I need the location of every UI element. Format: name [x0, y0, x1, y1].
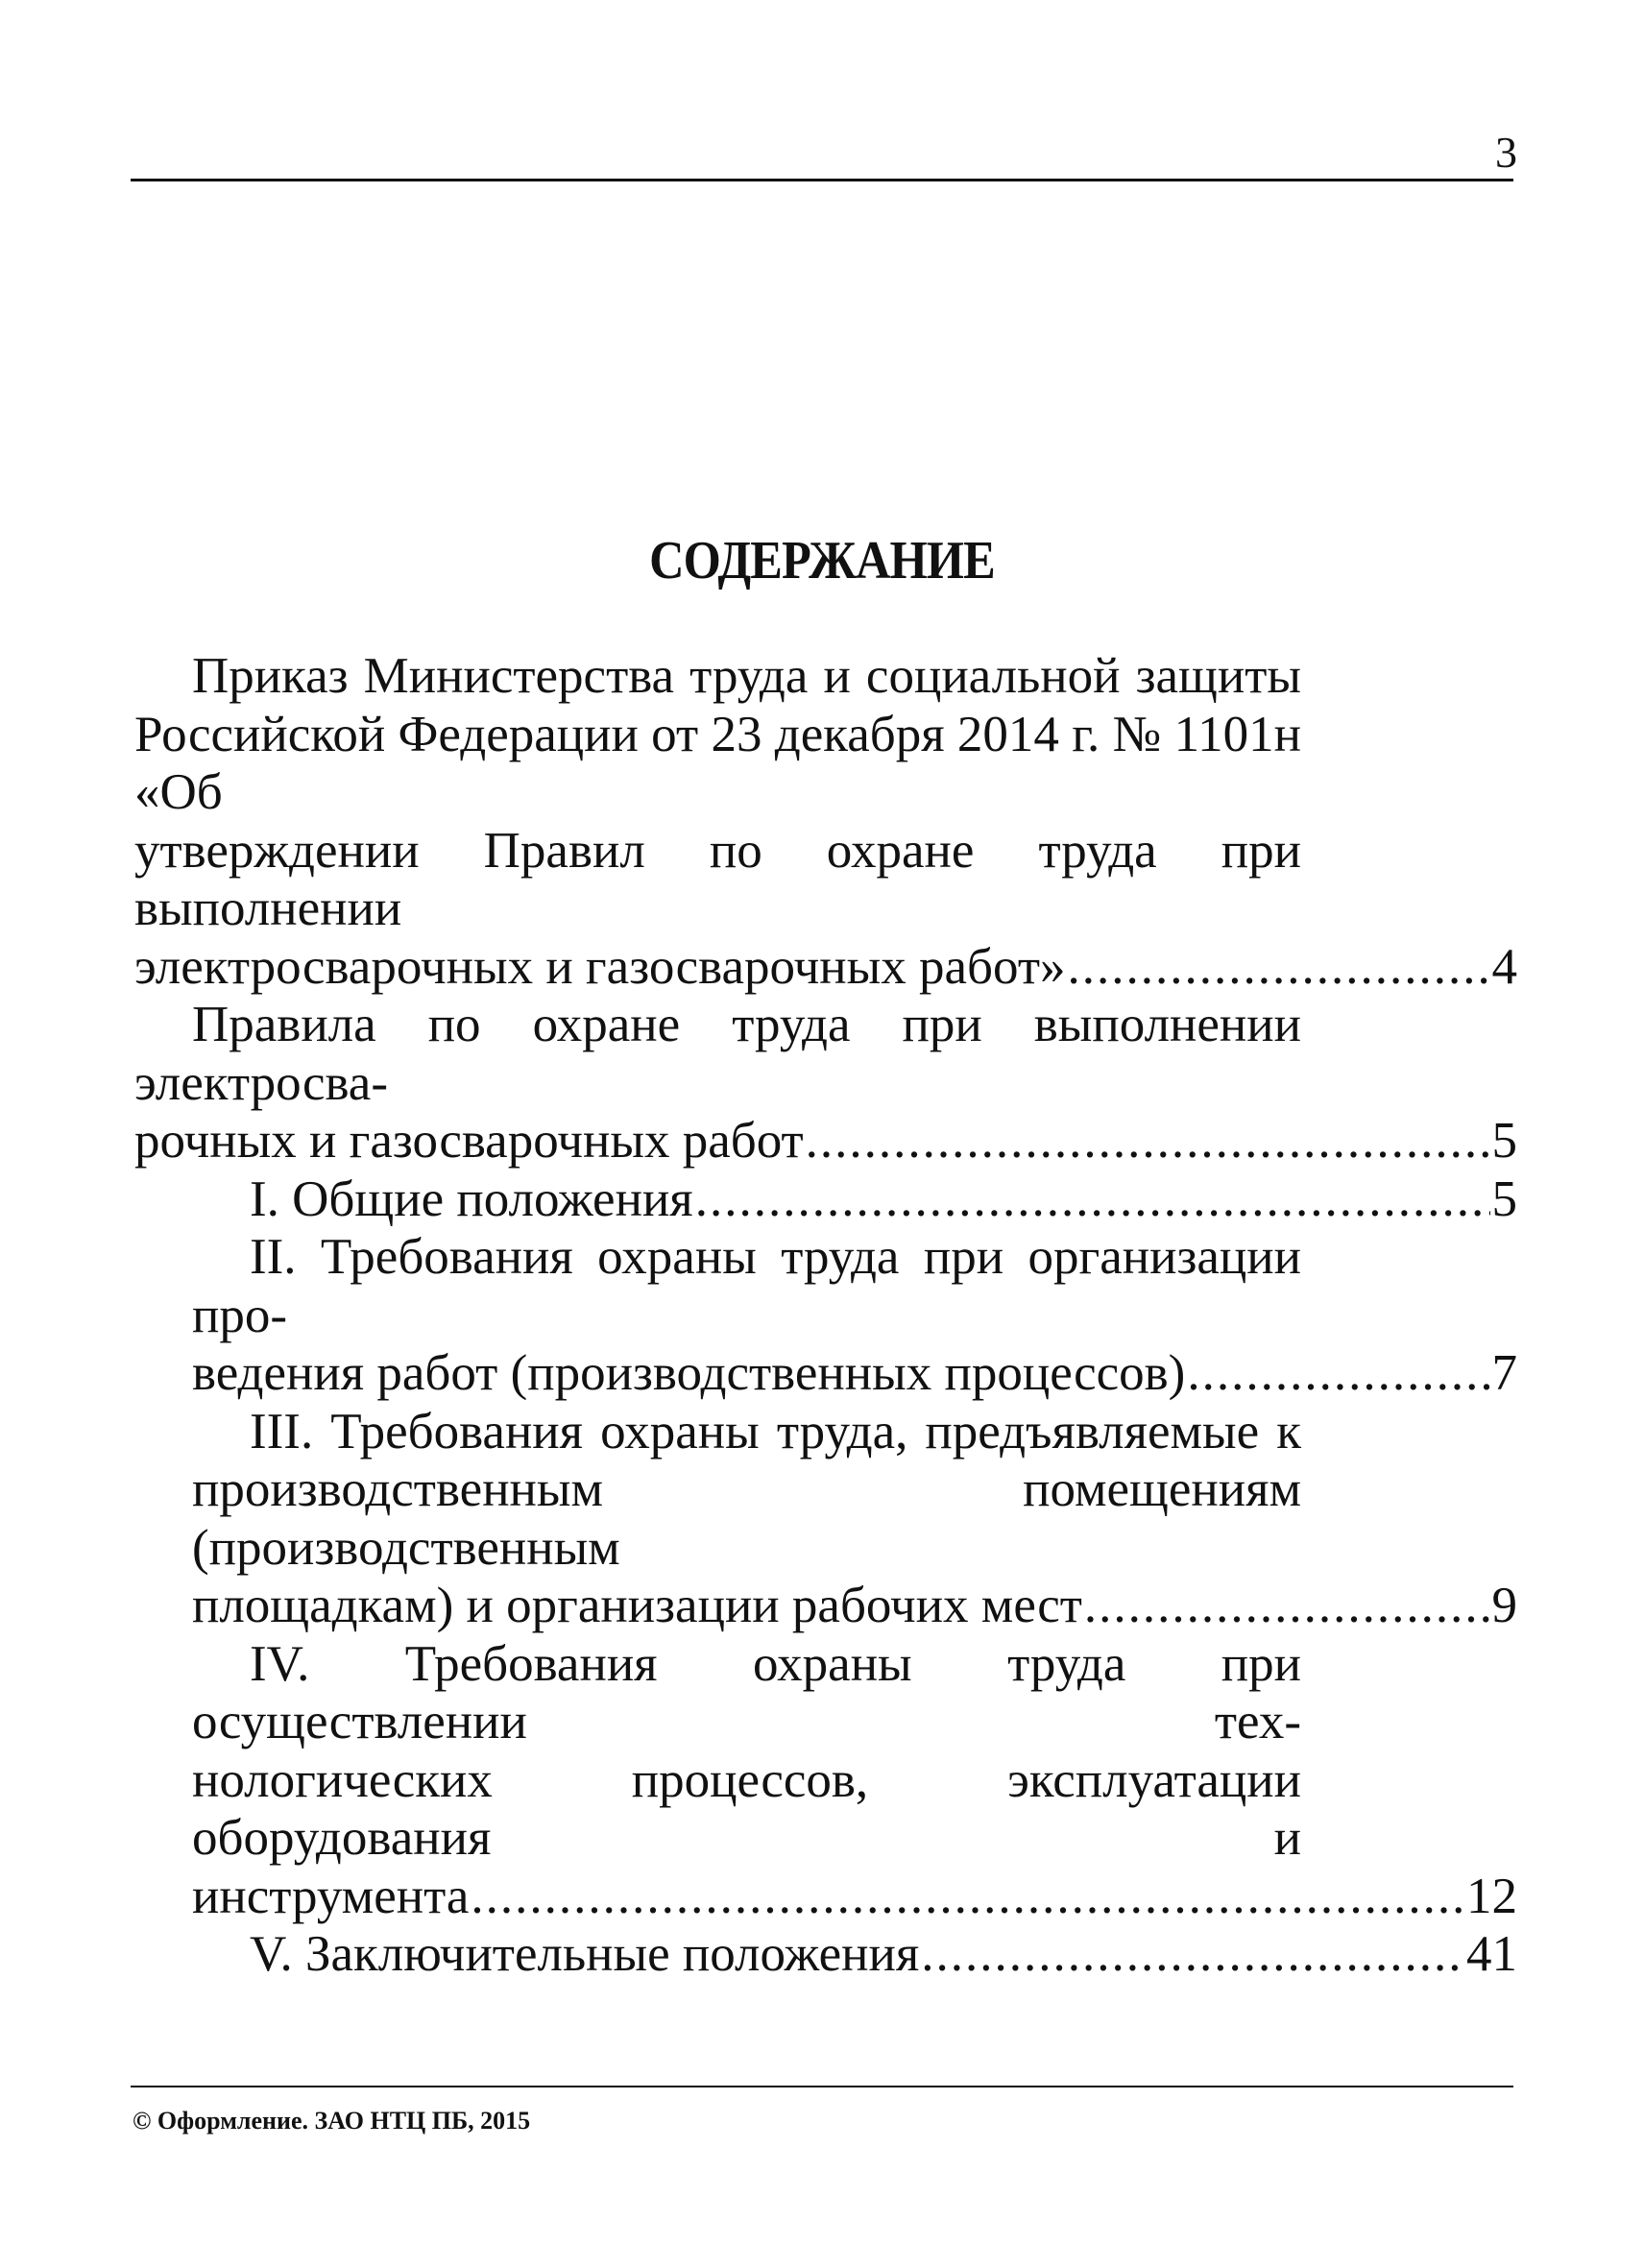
toc-page-number: 5: [1491, 1113, 1517, 1169]
toc-entry-text: [192, 1228, 1301, 1344]
toc-entry-text: [134, 996, 1301, 1112]
table-of-contents: [134, 647, 1517, 1984]
dot-leader: [806, 1112, 1490, 1170]
toc-entry-section-4[interactable]: [192, 1635, 1517, 1926]
dot-leader: [1067, 938, 1489, 997]
footer-copyright: © Оформление. ЗАО НТЦ ПБ, 2015: [133, 2107, 531, 2135]
toc-entry-line: II. Требования охраны труда при организации про-: [192, 1229, 1301, 1343]
toc-entry-rules[interactable]: [134, 996, 1517, 1170]
toc-entry-section-1[interactable]: [192, 1170, 1517, 1229]
toc-entry-line: электросварочных и газосварочных работ»: [134, 938, 1066, 995]
toc-entry-section-5[interactable]: [192, 1925, 1517, 1984]
toc-entry-leader-line: [192, 1868, 1517, 1926]
toc-entry-line: инструмента: [192, 1868, 470, 1924]
footer-rule: [131, 2086, 1513, 2087]
toc-entry-text: [192, 1635, 1301, 1868]
toc-entry-line: I. Общие положения: [250, 1170, 693, 1227]
toc-page-number: 7: [1491, 1345, 1517, 1401]
dot-leader: [695, 1170, 1490, 1229]
toc-entry-order[interactable]: [134, 647, 1517, 996]
dot-leader: [1187, 1344, 1489, 1403]
toc-entry-section-2[interactable]: [192, 1228, 1517, 1403]
toc-entry-line: площадкам) и организации рабочих мест: [192, 1578, 1082, 1633]
toc-page-number: 4: [1491, 938, 1517, 995]
toc-entry-line: рочных и газосварочных работ: [134, 1113, 804, 1169]
page-number: 3: [1495, 128, 1517, 177]
toc-entry-text: [192, 1403, 1301, 1578]
toc-entry-leader-line: [192, 1577, 1517, 1635]
toc-entry-line: утверждении Правил по охране труда при выполнении: [134, 822, 1301, 936]
toc-entry-leader-line: [134, 1112, 1517, 1170]
dot-leader: [1084, 1577, 1490, 1635]
dot-leader: [471, 1868, 1464, 1926]
toc-page-number: 9: [1491, 1578, 1517, 1633]
toc-entry-text: [134, 647, 1301, 938]
toc-page-number: 12: [1466, 1868, 1517, 1924]
toc-entry-line: нологических процессов, эксплуатации оборудования и: [192, 1751, 1301, 1866]
toc-entry-line: Приказ Министерства труда и социальной защиты: [192, 648, 1301, 704]
dot-leader: [921, 1925, 1464, 1984]
toc-entry-leader-line: [192, 1344, 1517, 1403]
toc-entry-line: IV. Требования охраны труда при осуществлении тех-: [192, 1635, 1301, 1749]
header-rule: [131, 179, 1513, 181]
toc-entry-line: Правила по охране труда при выполнении электросва-: [134, 997, 1301, 1111]
toc-entry-leader-line: [192, 1925, 1517, 1984]
toc-entry-line: ведения работ (производственных процессов): [192, 1345, 1186, 1401]
toc-entry-line: V. Заключительные положения: [250, 1926, 920, 1982]
toc-entry-line: III. Требования охраны труда, предъявляемые к: [250, 1403, 1301, 1460]
toc-entry-section-3[interactable]: [192, 1403, 1517, 1635]
toc-entry-line: Российской Федерации от 23 декабря 2014 г. № 1101н «Об: [134, 706, 1301, 820]
toc-entry-leader-line: [192, 1170, 1517, 1229]
toc-page-number: 41: [1466, 1926, 1517, 1982]
toc-entry-line: производственным помещениям (производственным: [192, 1461, 1301, 1576]
toc-page-number: 5: [1491, 1170, 1517, 1227]
toc-title: СОДЕРЖАНИЕ: [649, 531, 995, 591]
toc-entry-leader-line: [134, 938, 1517, 997]
